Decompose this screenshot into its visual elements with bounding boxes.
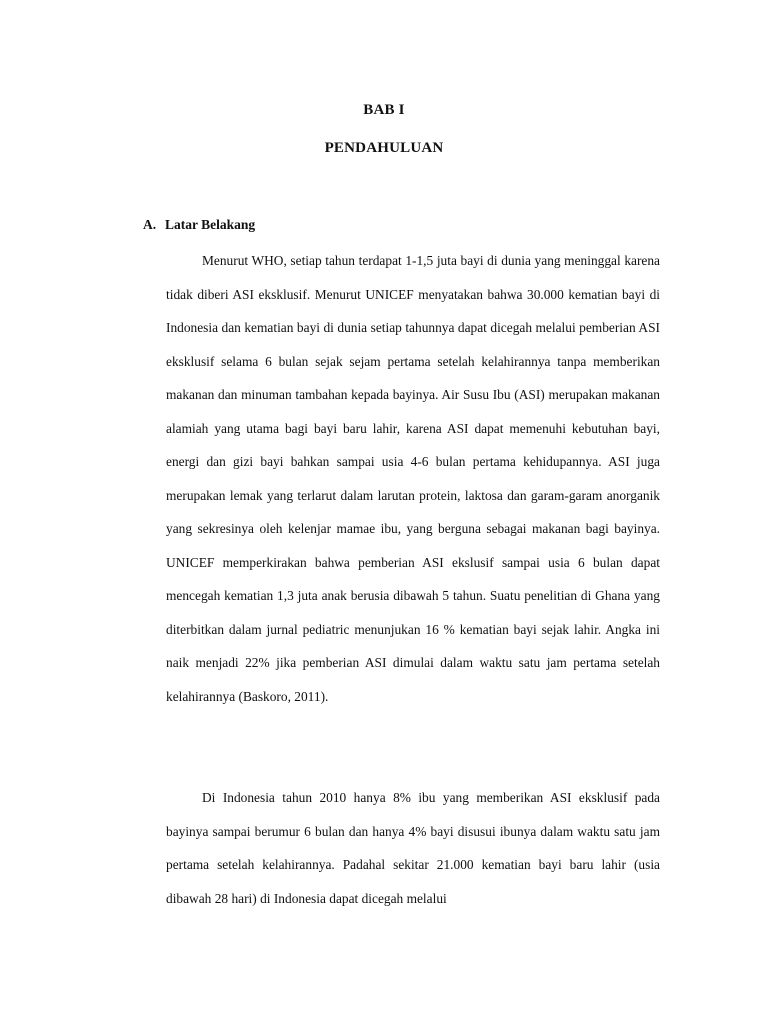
body-paragraph: Menurut WHO, setiap tahun terdapat 1-1,5 juta bayi di dunia yang meninggal karena tidak diberi ASI eksklusif. Menurut UNICEF menyatakan bahwa 30.000 kematian bayi di Indonesia dan kematian bayi di dunia setiap tahunnya dapat dicegah melalui pemberian ASI eksklusif selama 6 bulan sejak sejam pertama setelah kelahirannya tanpa memberikan makanan dan minuman tambahan kepada bayinya. Air Susu Ibu (ASI) merupakan makanan alamiah yang utama bagi bayi baru lahir, karena ASI dapat memenuhi kebutuhan bayi, energi dan gizi bayi bahkan sampai usia 4-6 bulan pertama kehidupannya. ASI juga merupakan lemak yang terlarut dalam larutan protein, laktosa dan garam-garam anorganik yang sekresinya oleh kelenjar mamae ibu, yang berguna sebagai makanan bagi bayinya. UNICEF memperkirakan bahwa pemberian ASI ekslusif sampai usia 6 bulan dapat mencegah kematian 1,3 juta anak berusia dibawah 5 tahun. Suatu penelitian di Ghana yang diterbitkan dalam jurnal pediatric menunjukan 16 % kematian bayi sejak lahir. Angka ini naik menjadi 22% jika pemberian ASI dimulai dalam waktu satu jam pertama setelah kelahirannya (Baskoro, 2011). xyxy=(166,253,660,704)
chapter-title: PENDAHULUAN xyxy=(324,140,444,156)
chapter-number: BAB I xyxy=(363,102,405,118)
section-letter: A. xyxy=(143,217,157,232)
section-title: Latar Belakang xyxy=(165,217,256,232)
body-paragraph: Di Indonesia tahun 2010 hanya 8% ibu yang memberikan ASI eksklusif pada bayinya sampai berumur 6 bulan dan hanya 4% bayi disusui ibunya dalam waktu satu jam pertama setelah kelahirannya. Padahal sekitar 21.000 kematian bayi baru lahir (usia dibawah 28 hari) di Indonesia dapat dicegah melalui xyxy=(166,790,660,906)
section-heading xyxy=(143,217,255,233)
